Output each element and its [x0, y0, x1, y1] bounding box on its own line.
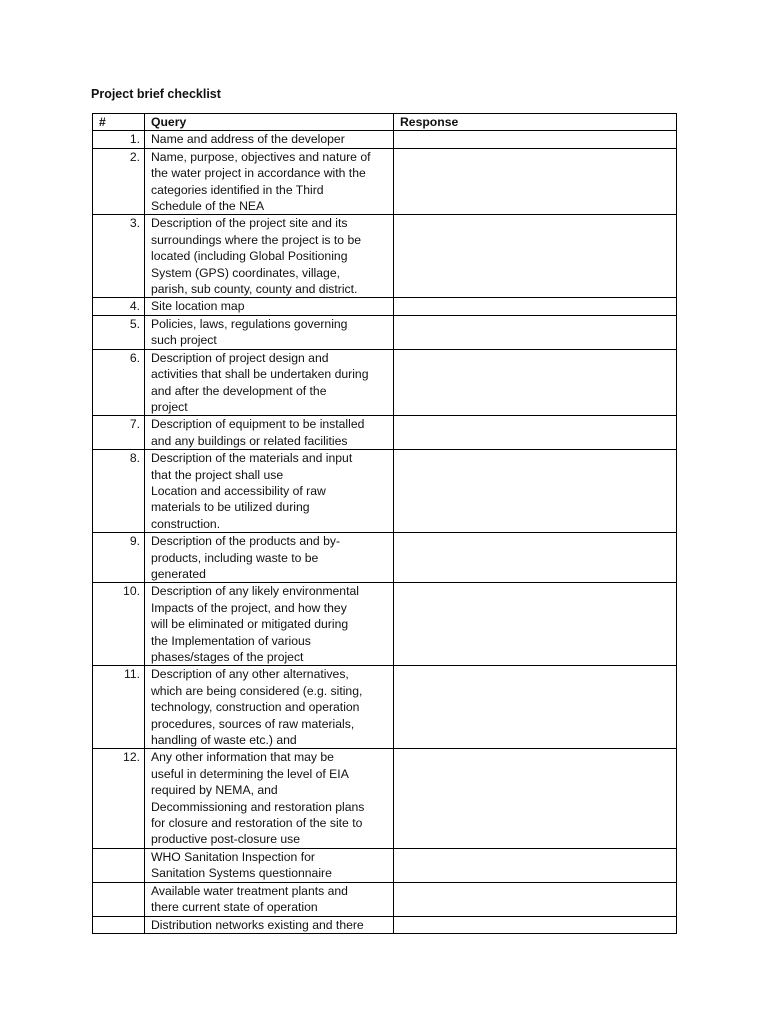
table-row [93, 583, 677, 666]
row-query: Description of the materials and input that the project shall use Location and accessibility of raw materials to be utilized during construction. [145, 450, 394, 533]
row-response-cell[interactable] [394, 533, 677, 583]
row-response-cell[interactable] [394, 215, 677, 298]
table-row [93, 916, 677, 933]
row-query: Description of equipment to be installed and any buildings or related facilities [145, 416, 394, 450]
table-row [93, 298, 677, 315]
row-number: 7. [93, 416, 145, 450]
row-response-cell[interactable] [394, 583, 677, 666]
row-query: Any other information that may be useful in determining the level of EIA required by NEMA, and Decommissioning and restoration plans for closure and restoration of the site to productive post-closure use [145, 749, 394, 848]
row-query: Description of any other alternatives, which are being considered (e.g. siting, technology, construction and operation procedures, sources of raw materials, handling of waste etc.) and [145, 666, 394, 749]
row-number: 2. [93, 148, 145, 215]
row-response-cell[interactable] [394, 148, 677, 215]
row-number [93, 882, 145, 916]
row-response-cell[interactable] [394, 882, 677, 916]
table-row [93, 533, 677, 583]
row-query: Distribution networks existing and there [145, 916, 394, 933]
row-response-cell[interactable] [394, 848, 677, 882]
row-response-cell[interactable] [394, 131, 677, 148]
row-number: 8. [93, 450, 145, 533]
row-query: Available water treatment plants and there current state of operation [145, 882, 394, 916]
row-response-cell[interactable] [394, 298, 677, 315]
row-query: Policies, laws, regulations governing such project [145, 315, 394, 349]
table-row [93, 416, 677, 450]
column-header-query: Query [145, 114, 394, 131]
table-row [93, 882, 677, 916]
row-number: 10. [93, 583, 145, 666]
row-query: Description of any likely environmental Impacts of the project, and how they will be eliminated or mitigated during the Implementation of various phases/stages of the project [145, 583, 394, 666]
row-query: Name, purpose, objectives and nature of the water project in accordance with the categories identified in the Third Schedule of the NEA [145, 148, 394, 215]
table-row [93, 749, 677, 848]
table-row [93, 666, 677, 749]
table-row [93, 148, 677, 215]
table-header-row [93, 114, 677, 131]
checklist-body [93, 131, 677, 934]
row-number: 1. [93, 131, 145, 148]
table-row [93, 315, 677, 349]
row-query: Description of the products and by- products, including waste to be generated [145, 533, 394, 583]
row-query: WHO Sanitation Inspection for Sanitation Systems questionnaire [145, 848, 394, 882]
table-row [93, 848, 677, 882]
row-number: 9. [93, 533, 145, 583]
row-response-cell[interactable] [394, 666, 677, 749]
row-response-cell[interactable] [394, 349, 677, 416]
column-header-response: Response [394, 114, 677, 131]
row-query: Site location map [145, 298, 394, 315]
row-response-cell[interactable] [394, 450, 677, 533]
table-row [93, 131, 677, 148]
row-number: 12. [93, 749, 145, 848]
row-query: Name and address of the developer [145, 131, 394, 148]
row-query: Description of project design and activities that shall be undertaken during and after the development of the project [145, 349, 394, 416]
row-number: 11. [93, 666, 145, 749]
page-title: Project brief checklist [91, 87, 221, 101]
row-response-cell[interactable] [394, 416, 677, 450]
row-number [93, 916, 145, 933]
row-number: 6. [93, 349, 145, 416]
row-response-cell[interactable] [394, 916, 677, 933]
row-response-cell[interactable] [394, 315, 677, 349]
row-query: Description of the project site and its surroundings where the project is to be located (including Global Positioning System (GPS) coordinates, village, parish, sub county, county and district. [145, 215, 394, 298]
row-number: 3. [93, 215, 145, 298]
row-number: 4. [93, 298, 145, 315]
row-number [93, 848, 145, 882]
table-row [93, 215, 677, 298]
table-row [93, 349, 677, 416]
table-row [93, 450, 677, 533]
column-header-number: # [93, 114, 145, 131]
checklist-table [92, 113, 677, 934]
row-response-cell[interactable] [394, 749, 677, 848]
row-number: 5. [93, 315, 145, 349]
